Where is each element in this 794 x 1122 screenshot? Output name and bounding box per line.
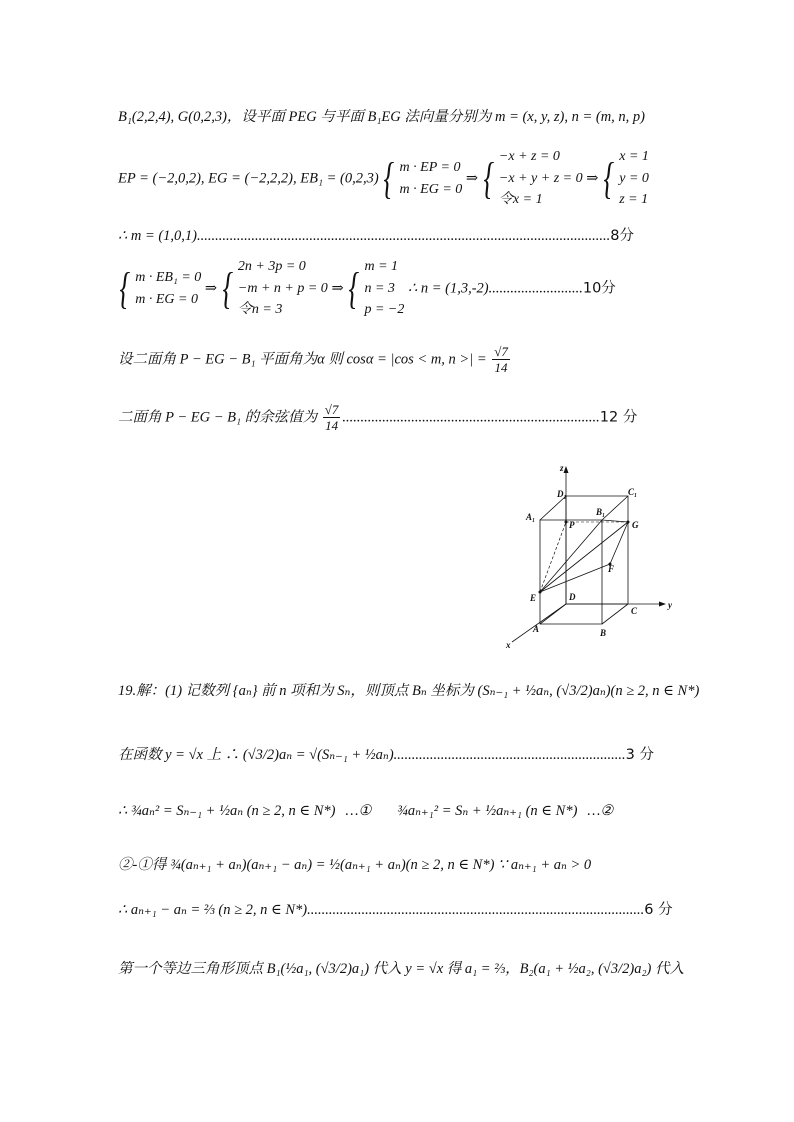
label-g: G bbox=[632, 520, 639, 530]
score: 8分 bbox=[610, 228, 634, 244]
text-line-3: ∴ m = (1,0,1)..................................................................................................................8分 bbox=[118, 228, 634, 244]
brace: { bbox=[383, 153, 395, 203]
y-axis-arrow-icon bbox=[659, 602, 666, 607]
system-4: m · EB₁ = 0 m · EG = 0 bbox=[135, 269, 202, 307]
z-axis-arrow-icon bbox=[564, 466, 569, 473]
e-b1-line bbox=[540, 520, 602, 592]
label-x: x bbox=[506, 640, 511, 650]
text-line-4: { m · EB₁ = 0 m · EG = 0 ⇒ { 2n + 3p = 0 −m + n + p = 0 令n = 3 ⇒ { m = 1 n = 3 p = −2 ∴ n = (1,3,-2)..........................10分 bbox=[118, 256, 616, 321]
text-line-5: 设二面角 P − EG − B₁ 平面角为α 则 cosα = |cos < m, n >| = $\frac{√7}{14}$ bbox=[118, 344, 508, 375]
fraction: $\frac{√7}{14}$ bbox=[324, 402, 339, 433]
label-p: P bbox=[569, 520, 575, 530]
label-a1: A₁ bbox=[526, 512, 536, 522]
label-f: F bbox=[608, 564, 615, 574]
e-f-line bbox=[540, 564, 610, 592]
text-line-11: ∴ aₙ₊₁ − aₙ = ⅔ (n ≥ 2, n ∈ N*).............................................................................................6 分 bbox=[118, 902, 673, 918]
system-6: m = 1 n = 3 p = −2 bbox=[364, 259, 405, 318]
b1-g-line bbox=[602, 520, 628, 522]
front-face bbox=[540, 520, 602, 624]
system-1: m · EP = 0 m · EG = 0 bbox=[399, 159, 463, 197]
text-line-10: ②-①得 ¾(aₙ₊₁ + aₙ)(aₙ₊₁ − aₙ) = ½(aₙ₊₁ + aₙ)(n ≥ 2, n ∈ N*) ∵ aₙ₊₁ + aₙ > 0 bbox=[118, 857, 592, 873]
score: 10分 bbox=[582, 280, 616, 297]
system-2: −x + z = 0 −x + y + z = 0 令x = 1 bbox=[498, 149, 583, 208]
vector-list: EP = (−2,0,2), EG = (−2,2,2), EB₁ = (0,2,3) bbox=[118, 170, 379, 187]
label-d: D bbox=[569, 592, 576, 602]
text-line-6: 二面角 P − EG − B₁ 的余弦值为 $\frac{√7}{14}$ .......................................................................12 分 bbox=[118, 402, 638, 433]
label-b: B bbox=[600, 628, 607, 638]
text-line-2: EP = (−2,0,2), EG = (−2,2,2), EB₁ = (0,2,3) { m · EP = 0 m · EG = 0 ⇒ { −x + z = 0 −x + y + z = 0 令x = 1 ⇒ { x = 1 y = 0 z = 1 bbox=[118, 146, 649, 211]
f-g-line bbox=[610, 522, 628, 564]
label-y: y bbox=[668, 600, 672, 610]
fraction: $\frac{√7}{14}$ bbox=[494, 344, 508, 375]
text-line-7: 19.解：(1) 记数列 {aₙ} 前 n 项和为 Sₙ，则顶点 Bₙ 坐标为 (Sₙ₋₁ + ½aₙ, (√3/2)aₙ)(n ≥ 2, n ∈ N*) bbox=[118, 683, 700, 699]
label-a: A bbox=[533, 624, 540, 634]
score: 12 分 bbox=[599, 409, 638, 426]
equation-marker: …① bbox=[345, 803, 372, 819]
system-3: x = 1 y = 0 z = 1 bbox=[619, 149, 649, 208]
label-c: C bbox=[631, 606, 638, 616]
text-line-12: 第一个等边三角形顶点 B₁(½a₁, (√3/2)a₁) 代入 y = √x 得 a₁ = ⅔，B₂(a₁ + ½a₂, (√3/2)a₂) 代入 bbox=[118, 961, 684, 977]
system-5: 2n + 3p = 0 −m + n + p = 0 令n = 3 bbox=[237, 259, 328, 318]
label-d1: D₁ bbox=[557, 489, 567, 499]
x-axis bbox=[512, 604, 566, 642]
label-c1: C₁ bbox=[628, 487, 638, 497]
score: 3 分 bbox=[625, 747, 654, 763]
equation-marker: …② bbox=[587, 803, 614, 819]
text-line-1: B₁(2,2,4), G(0,2,3)，设平面 PEG 与平面 B₁EG 法向量分别为 m = (x, y, z), n = (m, n, p) bbox=[118, 109, 646, 125]
score: 6 分 bbox=[644, 902, 673, 918]
text-line-9: ∴ ¾aₙ² = Sₙ₋₁ + ½aₙ (n ≥ 2, n ∈ N*) …① ¾aₙ₊₁² = Sₙ + ½aₙ₊₁ (n ∈ N*) …② bbox=[118, 803, 614, 819]
label-z: z bbox=[560, 463, 564, 473]
label-b1: B₁ bbox=[596, 507, 606, 517]
cube-figure bbox=[498, 462, 678, 652]
label-e: E bbox=[530, 593, 537, 603]
text-line-8: 在函数 y = √x 上 ∴ (√3/2)aₙ = √(Sₙ₋₁ + ½aₙ)................................................................3 分 bbox=[118, 747, 654, 763]
